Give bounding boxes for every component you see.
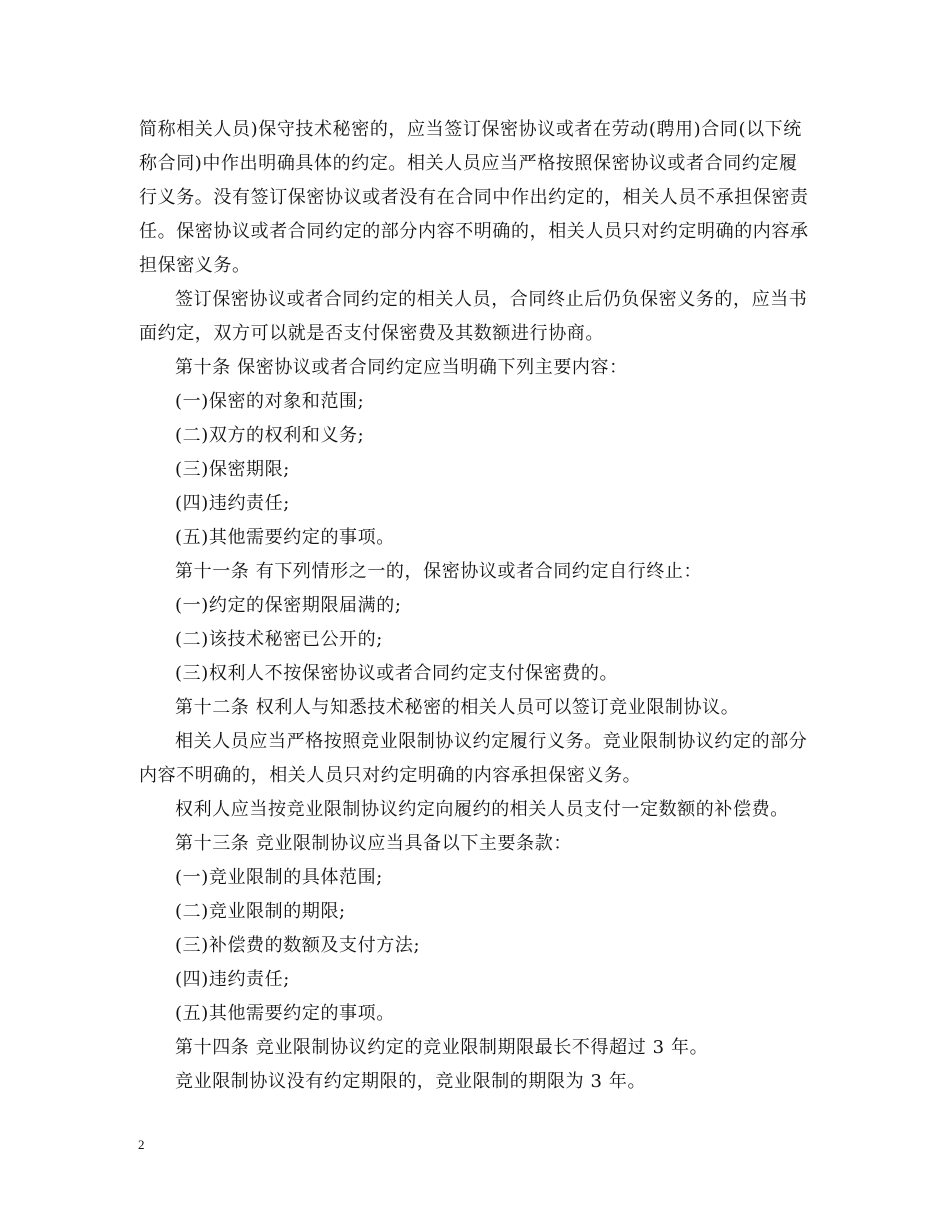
text-line: 行义务。没有签订保密协议或者没有在合同中作出约定的，相关人员不承担保密责 [139, 187, 809, 208]
text-line: 相关人员应当严格按照竞业限制协议约定履行义务。竞业限制协议约定的部分 [175, 731, 808, 752]
article-heading: 第十条 保密协议或者合同约定应当明确下列主要内容： [175, 357, 628, 378]
article-heading: 第十二条 权利人与知悉技术秘密的相关人员可以签订竞业限制协议。 [175, 697, 740, 718]
article-heading: 第十四条 竞业限制协议约定的竞业限制期限最长不得超过 3 年。 [175, 1037, 709, 1058]
article-heading: 第十一条 有下列情形之一的，保密协议或者合同约定自行终止： [175, 561, 703, 582]
text-line: 面约定，双方可以就是否支付保密费及其数额进行协商。 [139, 323, 604, 344]
list-item: (三)保密期限; [175, 459, 290, 480]
list-item: (二)该技术秘密已公开的; [175, 629, 383, 650]
text-line: 任。保密协议或者合同约定的部分内容不明确的，相关人员只对约定明确的内容承 [139, 221, 809, 242]
list-item: (二)竞业限制的期限; [175, 901, 346, 922]
text-line: 签订保密协议或者合同约定的相关人员，合同终止后仍负保密义务的，应当书 [175, 289, 808, 310]
text-line: 内容不明确的，相关人员只对约定明确的内容承担保密义务。 [139, 765, 642, 786]
list-item: (四)违约责任; [175, 493, 290, 514]
list-item: (二)双方的权利和义务; [175, 425, 365, 446]
list-item: (三)补偿费的数额及支付方法; [175, 935, 421, 956]
document-body [139, 113, 813, 1099]
list-item: (一)竞业限制的具体范围; [175, 867, 383, 888]
page-number: 2 [138, 1137, 145, 1152]
text-line: 竞业限制协议没有约定期限的，竞业限制的期限为 3 年。 [175, 1071, 647, 1092]
list-item: (五)其他需要约定的事项。 [175, 1003, 395, 1024]
list-item: (四)违约责任; [175, 969, 290, 990]
list-item: (三)权利人不按保密协议或者合同约定支付保密费的。 [175, 663, 619, 684]
list-item: (五)其他需要约定的事项。 [175, 527, 395, 548]
article-heading: 第十三条 竞业限制协议应当具备以下主要条款： [175, 833, 572, 854]
list-item: (一)保密的对象和范围; [175, 391, 365, 412]
list-item: (一)约定的保密期限届满的; [175, 595, 402, 616]
text-line: 简称相关人员)保守技术秘密的，应当签订保密协议或者在劳动(聘用)合同(以下统 [139, 119, 802, 140]
text-line: 担保密义务。 [139, 255, 251, 276]
text-line: 权利人应当按竞业限制协议约定向履约的相关人员支付一定数额的补偿费。 [175, 799, 789, 820]
text-line: 称合同)中作出明确具体的约定。相关人员应当严格按照保密协议或者合同约定履 [139, 153, 798, 174]
